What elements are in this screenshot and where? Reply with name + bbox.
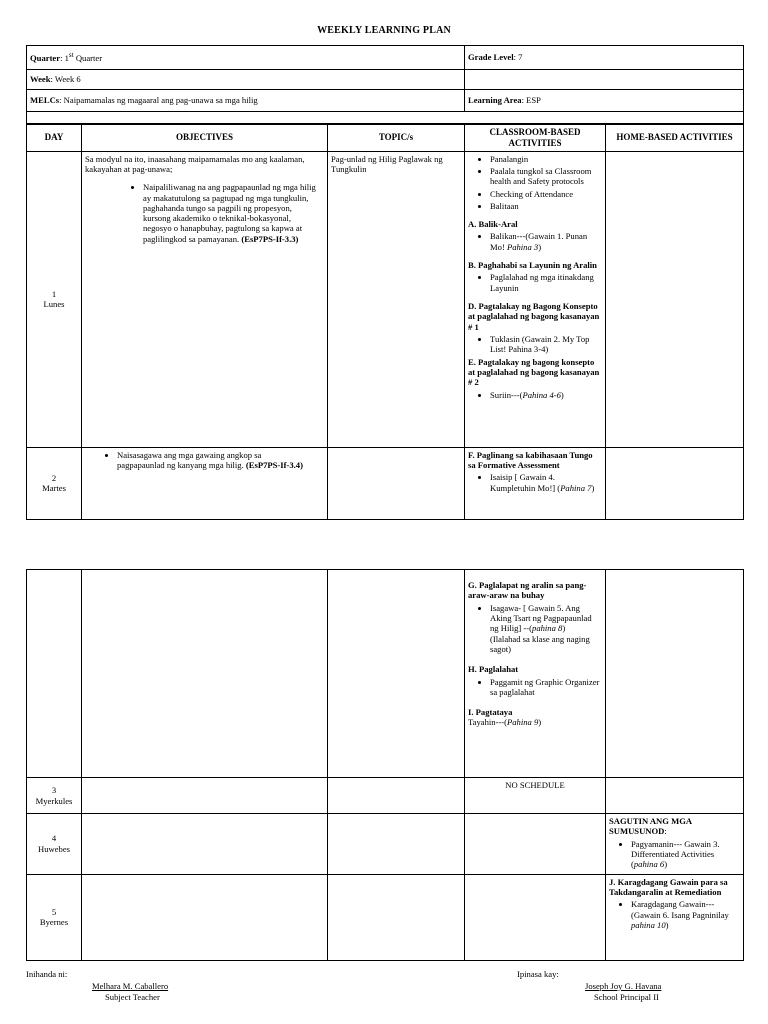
- day5-home-close: ): [665, 919, 669, 930]
- day4-classroom: [465, 814, 606, 875]
- cont-home: [606, 570, 744, 778]
- day5-home-text: Karagdagang Gawain---(Gawain 6. Isang Pagninilay: [631, 899, 729, 920]
- day1-obj-code: (EsP7PS-If-3.3): [241, 233, 299, 244]
- grade-value: : 7: [513, 52, 523, 63]
- submitted-to-label: Ipinasa kay:: [517, 969, 559, 979]
- day2-obj-code: (EsP7PS-If-3.4): [245, 459, 303, 470]
- col-topics: TOPIC/s: [328, 125, 465, 152]
- section-h-item: • Paggamit ng Graphic Organizer sa paglalahat: [490, 677, 602, 698]
- submitted-to-role: School Principal II: [594, 992, 659, 1002]
- day1-objectives: [82, 151, 328, 447]
- quarter-rest: Quarter: [73, 53, 103, 64]
- day4-home-page: pahina 6: [633, 859, 665, 870]
- section-g-heading: G. Paglalapat ng aralin sa pang-araw-araw na buhay: [468, 580, 587, 601]
- section-f-text: Isaisip [ Gawain 4. Kumpletuhin Mo!] (: [490, 472, 561, 493]
- day3-objectives: [82, 778, 328, 814]
- submitted-to-name: Joseph Joy G. Havana: [585, 981, 662, 991]
- section-i-heading: I. Pagtataya: [468, 707, 513, 718]
- section-e-item: [490, 390, 602, 400]
- section-e-page: Pahina 4-6: [522, 389, 561, 400]
- plan-table: [26, 124, 744, 520]
- section-g-item: [490, 603, 602, 655]
- section-a-item: [490, 231, 602, 252]
- day1-row: [27, 151, 744, 447]
- prepared-by-role: Subject Teacher: [105, 992, 160, 1002]
- day2-objectives: [82, 447, 328, 519]
- opening-item: • Balitaan: [490, 201, 602, 211]
- header-table: [26, 45, 744, 124]
- quarter-value: : 1: [60, 53, 69, 64]
- section-i-close: ): [538, 717, 542, 728]
- quarter-sup: st: [68, 51, 74, 60]
- day4-name: Huwebes: [38, 843, 70, 854]
- day1-num: 1: [51, 288, 57, 299]
- prepared-by-name: Melhara M. Caballero: [92, 981, 169, 991]
- day2-obj-item: [117, 450, 310, 471]
- day2-name: Martes: [42, 483, 66, 494]
- day4-home: [606, 814, 744, 875]
- section-b-item: • Paglalahad ng mga itinakdang Layunin: [490, 272, 602, 293]
- day5-objectives: [82, 874, 328, 960]
- col-classroom: CLASSROOM-BASED ACTIVITIES: [465, 125, 606, 152]
- day2-num: 2: [51, 472, 57, 483]
- day3-num: 3: [51, 785, 57, 796]
- col-home: HOME-BASED ACTIVITIES: [606, 125, 744, 152]
- area-cell: [465, 90, 744, 112]
- area-label: Learning Area: [468, 95, 522, 106]
- section-b-heading: B. Paghahabi sa Layunin ng Aralin: [468, 260, 597, 271]
- section-g-page: pahina 8: [532, 623, 563, 634]
- col-objectives: OBJECTIVES: [82, 125, 328, 152]
- day4-topic: [328, 814, 465, 875]
- section-f-item: [490, 472, 602, 493]
- day4-objectives: [82, 814, 328, 875]
- opening-item: • Checking of Attendance: [490, 189, 602, 199]
- day5-num: 5: [51, 906, 57, 917]
- day4-home-colon: :: [664, 826, 667, 837]
- week-label: Week: [30, 74, 51, 85]
- day4-home-close: ): [664, 859, 668, 870]
- day5-topic: [328, 874, 465, 960]
- section-f-close: ): [591, 482, 595, 493]
- section-e-text: Suriin---(: [490, 389, 523, 400]
- cont-day: [27, 570, 82, 778]
- section-a-page: Pahina 3: [506, 241, 539, 252]
- day2-obj-text: Naisasagawa ang mga gawaing angkop sa pagpapaunlad ng kanyang mga hilig.: [117, 449, 262, 470]
- day5-cell: [27, 874, 82, 960]
- col-day: DAY: [27, 125, 82, 152]
- section-h-heading: H. Paglalahat: [468, 664, 519, 675]
- plan-table-continued: [26, 569, 744, 961]
- day1-home: [606, 151, 744, 447]
- day4-num: 4: [51, 833, 57, 844]
- section-g-close: ): [562, 623, 566, 634]
- grade-cell: [465, 46, 744, 70]
- day5-home-page: pahina 10: [631, 919, 666, 930]
- day3-cell: [27, 778, 82, 814]
- quarter-cell: [27, 46, 465, 70]
- cont-objectives: [82, 570, 328, 778]
- section-a-close: ): [538, 241, 542, 252]
- continued-row: [27, 570, 744, 778]
- day4-home-text: Pagyamanin--- Gawain 3. Differentiated Activities (: [631, 838, 720, 870]
- melcs-value: : Naipamamalas ng magaaral ang pag-unawa sa mga hilig: [59, 95, 258, 106]
- empty-cell: [465, 70, 744, 90]
- day4-home-head: SAGUTIN ANG MGA SUMUSUNOD: [609, 816, 692, 837]
- area-value: : ESP: [521, 95, 541, 106]
- day4-row: [27, 814, 744, 875]
- day5-home-heading: J. Karagdagang Gawain para sa Takdangaralin at Remediation: [609, 876, 728, 897]
- day1-obj-text: Naipaliliwanag na ang pagpapaunlad ng mga hilig ay makatutulong sa pagtupad ng mga tungkulin, paghahanda tungo sa pagpili ng propesyon, kursong akademiko o teknikal-bokasyonal, negosyo o hanapbuhay, pagtulong sa kapwa at paglilingkod sa pamayanan.: [143, 182, 316, 244]
- day2-topic: [328, 447, 465, 519]
- quarter-label: Quarter: [30, 53, 61, 64]
- section-e-close: ): [560, 389, 564, 400]
- cont-classroom: [465, 570, 606, 778]
- section-f-heading: F. Paglinang sa kabihasaan Tungo sa Formative Assessment: [468, 449, 593, 470]
- day3-home: [606, 778, 744, 814]
- day4-home-item: [631, 839, 740, 870]
- document-title: WEEKLY LEARNING PLAN: [317, 25, 451, 36]
- day5-home: [606, 874, 744, 960]
- section-a-text: Balikan---(Gawain 1. Punan Mo!: [490, 231, 588, 252]
- day2-cell: [27, 447, 82, 519]
- section-i-page: Pahina 9: [507, 717, 539, 728]
- day1-topic: Pag-unlad ng Hilig Paglawak ng Tungkulin: [328, 151, 465, 447]
- day1-obj-intro: Sa modyul na ito, inaasahang maipamamalas mo ang kaalaman, kakayahan at pag-unawa;: [85, 153, 305, 174]
- no-schedule-note: NO SCHEDULE: [505, 780, 565, 790]
- day3-row: [27, 778, 744, 814]
- melcs-label: MELCs: [30, 95, 60, 106]
- week-cell: [27, 70, 465, 90]
- day5-row: [27, 874, 744, 960]
- section-i-label: Tayahin---(: [468, 717, 508, 728]
- section-g-text: Isagawa- [ Gawain 5. Ang Aking Tsart ng Pagpapaunlad ng Hilig] --(: [490, 602, 592, 634]
- section-e-heading: E. Pagtalakay ng bagong konsepto at paglalahad ng bagong kasanayan # 2: [468, 356, 600, 388]
- spacer-row: [27, 112, 744, 124]
- section-d-item: • Tuklasin (Gawain 2. My Top List! Pahina 3-4): [490, 334, 602, 355]
- day3-classroom: [465, 778, 606, 814]
- grade-label: Grade Level: [468, 52, 514, 63]
- day1-cell: [27, 151, 82, 447]
- section-i-text: [468, 717, 602, 727]
- week-value: : Week 6: [50, 74, 81, 85]
- day2-classroom: [465, 447, 606, 519]
- day5-name: Byernes: [39, 917, 69, 928]
- opening-item: • Paalala tungkol sa Classroom health and Safety protocols: [490, 166, 602, 187]
- section-g-note: (Ilalahad sa klase ang naging sagot): [490, 633, 590, 654]
- melcs-cell: [27, 90, 465, 112]
- section-d-heading: D. Pagtalakay ng Bagong Konsepto at paglalahad ng bagong kasanayan # 1: [468, 301, 600, 332]
- day4-cell: [27, 814, 82, 875]
- day2-home: [606, 447, 744, 519]
- section-f-page: Pahina 7: [560, 482, 592, 493]
- day5-classroom: [465, 874, 606, 960]
- opening-item: • Panalangin: [490, 154, 602, 164]
- day1-obj-item: [143, 182, 316, 244]
- section-a-heading: A. Balik-Aral: [468, 219, 518, 230]
- day4-home-heading: [609, 816, 740, 837]
- day2-row: [27, 447, 744, 519]
- prepared-by-label: Inihanda ni:: [26, 969, 68, 979]
- day3-topic: [328, 778, 465, 814]
- day1-name: Lunes: [43, 299, 65, 310]
- day3-name: Myerkules: [35, 795, 73, 806]
- cont-topic: [328, 570, 465, 778]
- day5-home-item: [631, 899, 740, 930]
- day1-classroom: [465, 151, 606, 447]
